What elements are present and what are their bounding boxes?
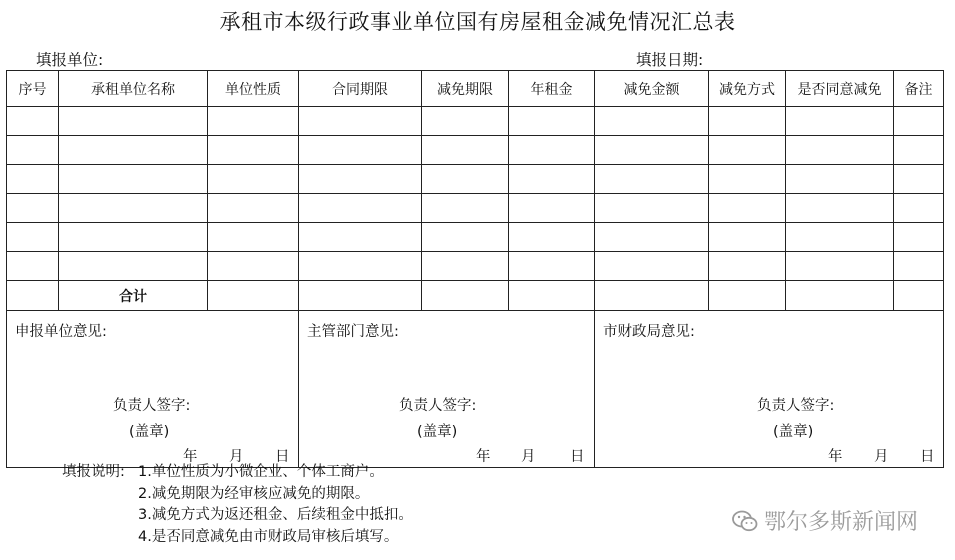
watermark	[732, 505, 918, 536]
table-cell	[595, 107, 709, 136]
table-cell	[422, 136, 509, 165]
column-header: 备注	[894, 71, 944, 107]
form-notes	[62, 462, 413, 548]
table-cell	[709, 107, 786, 136]
table-cell	[509, 136, 595, 165]
opinion-heading: 市财政局意见:	[603, 324, 695, 340]
table-cell	[208, 136, 299, 165]
table-cell	[422, 165, 509, 194]
table-cell	[208, 252, 299, 281]
note-item: 2.减免期限为经审核应减免的期限。	[138, 485, 370, 502]
note-item: 1.单位性质为小微企业、个体工商户。	[138, 464, 384, 480]
table-cell	[786, 136, 894, 165]
table-cell	[595, 165, 709, 194]
table-cell	[786, 165, 894, 194]
filler-date-label: 填报日期:	[636, 51, 704, 69]
table-row	[7, 252, 944, 281]
table-cell	[509, 165, 595, 194]
seal-label: (盖章)	[129, 424, 170, 440]
signature-label: 负责人签字:	[757, 398, 835, 414]
watermark-text: 鄂尔多斯新闻网	[764, 510, 919, 535]
filler-unit-label: 填报单位:	[36, 51, 104, 69]
table-cell	[7, 136, 59, 165]
table-row	[7, 136, 944, 165]
table-cell	[595, 223, 709, 252]
table-row	[7, 165, 944, 194]
opinion-cell	[595, 311, 944, 468]
table-cell	[786, 252, 894, 281]
table-cell	[208, 281, 299, 311]
date-month-label: 月	[874, 449, 889, 465]
table-cell	[299, 252, 422, 281]
date-year-label: 年	[183, 449, 198, 465]
table-cell	[595, 281, 709, 311]
table-row	[7, 194, 944, 223]
table-cell	[709, 194, 786, 223]
table-cell	[422, 281, 509, 311]
table-cell	[894, 107, 944, 136]
table-cell	[7, 165, 59, 194]
column-header: 序号	[7, 71, 59, 107]
summary-table	[6, 70, 944, 468]
table-cell	[709, 281, 786, 311]
table-cell	[595, 252, 709, 281]
column-header: 减免金额	[595, 71, 709, 107]
table-row	[7, 223, 944, 252]
column-header: 年租金	[509, 71, 595, 107]
date-year-label: 年	[476, 449, 491, 465]
date-day-label: 日	[920, 449, 935, 465]
column-header: 是否同意减免	[786, 71, 894, 107]
table-cell	[59, 136, 208, 165]
table-cell	[299, 281, 422, 311]
note-item: 4.是否同意减免由市财政局审核后填写。	[138, 528, 399, 545]
table-cell	[208, 194, 299, 223]
table-cell	[894, 136, 944, 165]
column-header: 承租单位名称	[59, 71, 208, 107]
table-cell	[786, 281, 894, 311]
date-month-label: 月	[521, 449, 536, 465]
table-cell	[509, 107, 595, 136]
table-cell	[59, 165, 208, 194]
table-cell	[786, 223, 894, 252]
table-cell	[208, 223, 299, 252]
column-header: 减免期限	[422, 71, 509, 107]
total-label: 合计	[59, 281, 208, 311]
wechat-icon	[732, 510, 758, 532]
table-cell	[709, 136, 786, 165]
table-cell	[299, 223, 422, 252]
table-row	[7, 107, 944, 136]
table-cell	[422, 107, 509, 136]
table-cell	[894, 223, 944, 252]
date-month-label: 月	[229, 449, 244, 465]
opinion-heading: 申报单位意见:	[15, 324, 107, 340]
table-cell	[299, 194, 422, 223]
table-cell	[422, 194, 509, 223]
table-cell	[786, 107, 894, 136]
column-header: 单位性质	[208, 71, 299, 107]
table-cell	[709, 165, 786, 194]
table-cell	[7, 107, 59, 136]
table-cell	[894, 252, 944, 281]
table-cell	[59, 252, 208, 281]
date-year-label: 年	[828, 449, 843, 465]
table-cell	[59, 107, 208, 136]
opinion-cell	[7, 311, 299, 468]
opinion-cell	[299, 311, 595, 468]
header-row	[7, 71, 944, 107]
table-cell	[509, 194, 595, 223]
table-cell	[7, 194, 59, 223]
seal-label: (盖章)	[773, 424, 814, 440]
table-cell	[7, 252, 59, 281]
table-cell	[7, 281, 59, 311]
table-cell	[208, 107, 299, 136]
opinion-heading: 主管部门意见:	[307, 324, 399, 340]
signature-label: 负责人签字:	[113, 398, 191, 414]
table-cell	[299, 165, 422, 194]
total-row	[7, 281, 944, 311]
table-cell	[422, 223, 509, 252]
table-cell	[509, 252, 595, 281]
note-item: 3.减免方式为返还租金、后续租金中抵扣。	[138, 507, 413, 523]
table-cell	[894, 194, 944, 223]
table-cell	[422, 252, 509, 281]
opinion-row	[7, 311, 944, 468]
table-cell	[894, 281, 944, 311]
date-day-label: 日	[570, 449, 585, 465]
table-cell	[509, 223, 595, 252]
table-cell	[709, 223, 786, 252]
table-cell	[786, 194, 894, 223]
table-cell	[299, 107, 422, 136]
table-cell	[509, 281, 595, 311]
date-day-label: 日	[275, 449, 290, 465]
signature-label: 负责人签字:	[399, 398, 477, 414]
column-header: 减免方式	[709, 71, 786, 107]
table-cell	[59, 223, 208, 252]
notes-label: 填报说明:	[62, 464, 125, 480]
table-cell	[7, 223, 59, 252]
table-cell	[894, 165, 944, 194]
table-cell	[709, 252, 786, 281]
seal-label: (盖章)	[417, 424, 458, 440]
column-header: 合同期限	[299, 71, 422, 107]
table-cell	[59, 194, 208, 223]
form-title: 承租市本级行政事业单位国有房屋租金减免情况汇总表	[219, 10, 736, 34]
table-cell	[208, 165, 299, 194]
table-cell	[595, 194, 709, 223]
table-cell	[299, 136, 422, 165]
table-cell	[595, 136, 709, 165]
